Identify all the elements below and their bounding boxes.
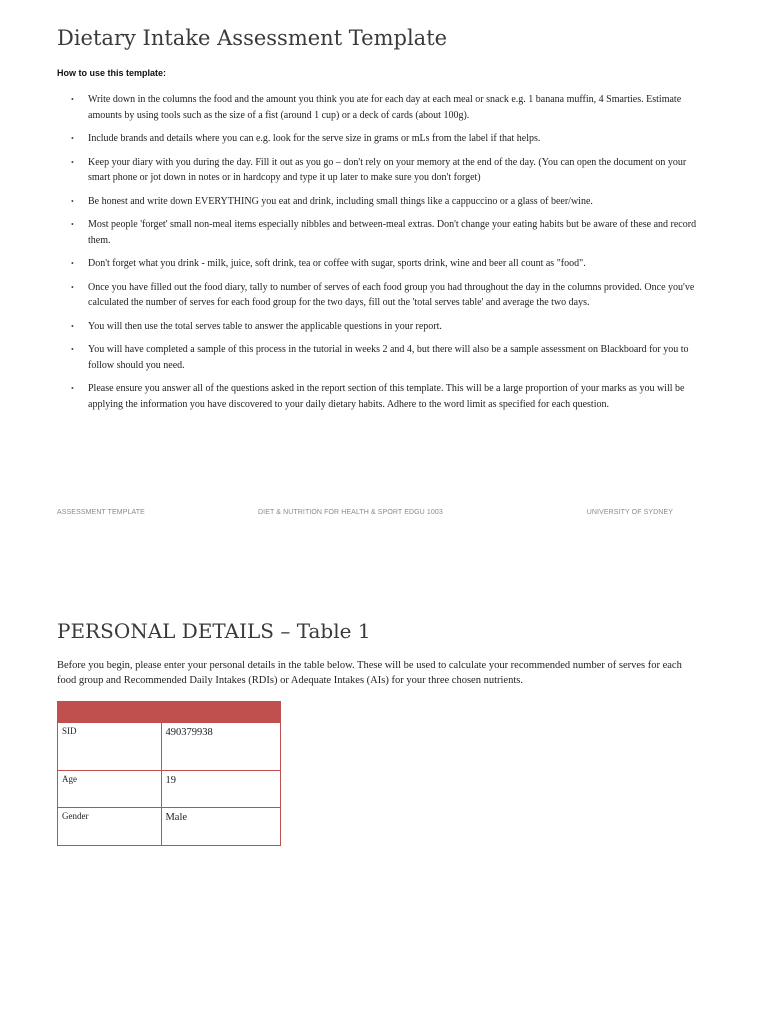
document-title: Dietary Intake Assessment Template (57, 26, 448, 50)
sid-value[interactable]: 490379938 (165, 727, 213, 738)
instruction-item: • Write down in the columns the food and the amount you think you ate for each day at each meal or snack e.g. 1 banana muffin, 4 Smarties. Estimate amounts by using tools such as the size of a fist (around 1 cup) or a deck of cards (about 100g). (88, 92, 700, 123)
page-footer (57, 509, 673, 521)
table-header-row (58, 702, 281, 723)
age-label-cell (58, 771, 162, 808)
gender-label: Gender (62, 811, 89, 821)
gender-value-cell[interactable] (162, 808, 281, 846)
personal-details-heading: PERSONAL DETAILS – Table 1 (57, 619, 371, 643)
table-header-cell (58, 702, 162, 723)
instruction-item: • Include brands and details where you can e.g. look for the serve size in grams or mLs from the label if that helps. (88, 131, 700, 147)
instruction-item: • Keep your diary with you during the day. Fill it out as you go – don't rely on your memory at the end of the day. (You can open the document on your smart phone or jot down in notes or in hardcopy and type it up later to make sure you don't forget) (88, 155, 700, 186)
instruction-item: • You will have completed a sample of this process in the tutorial in weeks 2 and 4, but there will also be a sample assessment on Blackboard for you to follow should you need. (88, 342, 700, 373)
sid-label-cell (58, 723, 162, 771)
footer-center: DIET & NUTRITION FOR HEALTH & SPORT EDGU 1003 (258, 509, 443, 516)
age-value[interactable]: 19 (165, 775, 176, 786)
instruction-item: • Most people 'forget' small non-meal items especially nibbles and between-meal extras. Don't change your eating habits but be aware of these and record them. (88, 217, 700, 248)
sid-label: SID (62, 726, 77, 736)
age-label: Age (62, 774, 77, 784)
table-header-cell (162, 702, 281, 723)
footer-right: UNIVERSITY OF SYDNEY (586, 509, 673, 516)
instruction-item: • Once you have filled out the food diary, tally to number of serves of each food group you had throughout the day in the columns provided. Once you've calculated the number of serves for each food group for the two days, fill out the 'total serves table' and average the two days. (88, 280, 700, 311)
age-value-cell[interactable] (162, 771, 281, 808)
personal-details-table (57, 701, 281, 846)
footer-left: ASSESSMENT TEMPLATE (57, 509, 145, 516)
personal-details-intro: Before you begin, please enter your personal details in the table below. These will be used to calculate your recommended number of serves for each food group and Recommended Daily Intakes (RDIs) or Adequate Intakes (AIs) for your three chosen nutrients. (57, 660, 682, 686)
how-to-heading: How to use this template: (57, 68, 167, 78)
instruction-item: • You will then use the total serves table to answer the applicable questions in your report. (88, 319, 700, 335)
instruction-item: • Please ensure you answer all of the questions asked in the report section of this template. This will be a large proportion of your marks as you will be applying the information you have discovered to your daily dietary habits. Adhere to the word limit as specified for each question. (88, 381, 700, 412)
table-row (58, 723, 281, 771)
table-row (58, 771, 281, 808)
instruction-item: • Don't forget what you drink - milk, juice, soft drink, tea or coffee with sugar, sports drink, wine and beer all count as "food". (88, 256, 700, 272)
table-row (58, 808, 281, 846)
sid-value-cell[interactable] (162, 723, 281, 771)
instruction-list (88, 92, 700, 420)
instruction-item: • Be honest and write down EVERYTHING you eat and drink, including small things like a cappuccino or a glass of beer/wine. (88, 194, 700, 210)
gender-label-cell (58, 808, 162, 846)
gender-value[interactable]: Male (165, 812, 188, 823)
